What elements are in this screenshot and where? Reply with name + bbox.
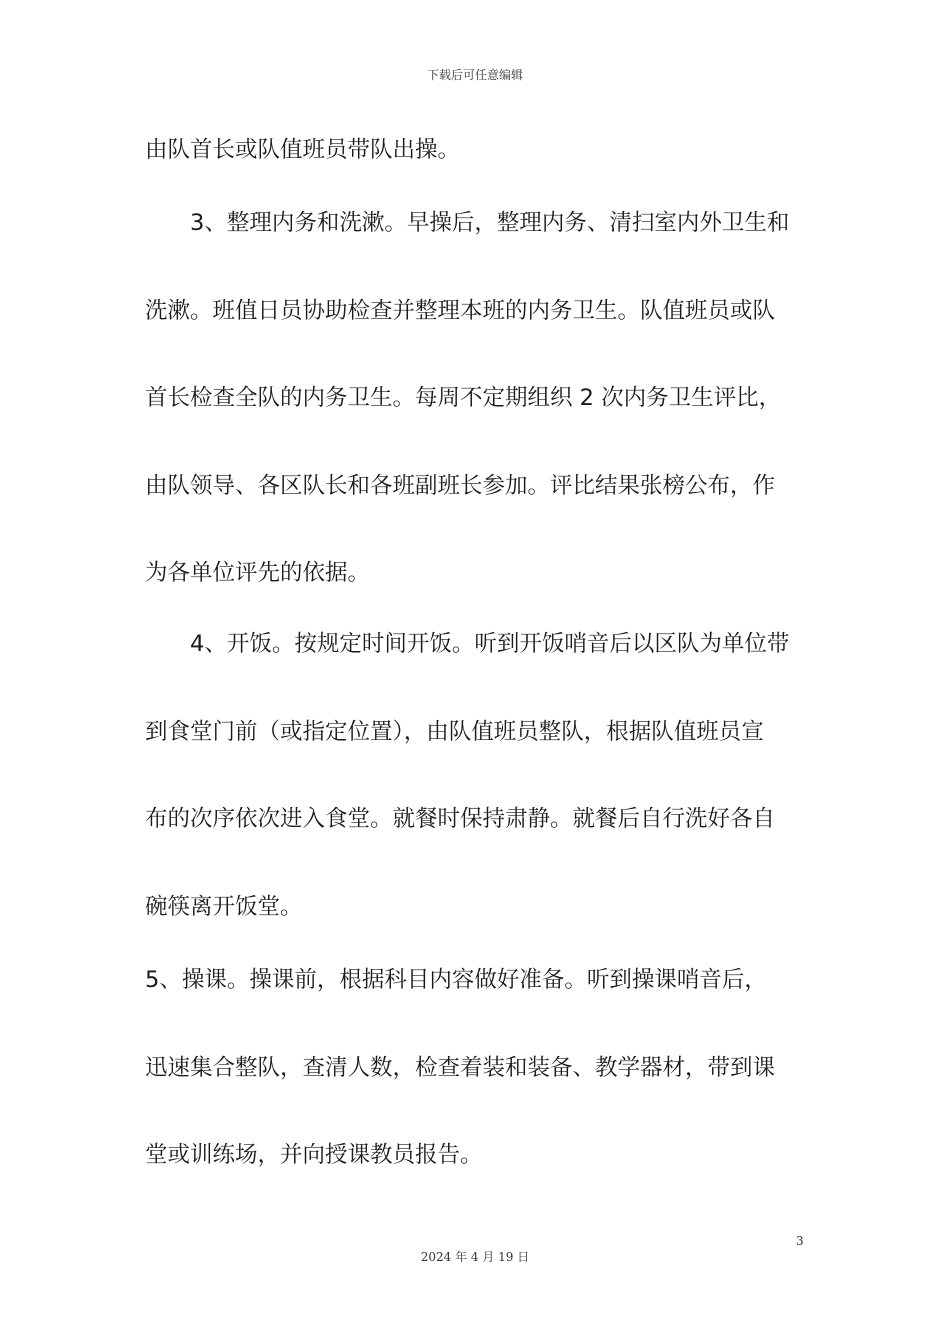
body-line-2: 3、整理内务和洗漱。早操后，整理内务、清扫室内外卫生和 [145,210,790,236]
body-line-12: 迅速集合整队，查清人数，检查着装和装备、教学器材，带到课 [145,1055,776,1081]
footer-date: 2024 年 4 月 19 日 [420,1250,530,1264]
page-number: 3 [796,1234,804,1248]
body-line-9: 布的次序依次进入食堂。就餐时保持肃静。就餐后自行洗好各自 [145,806,776,832]
body-line-8: 到食堂门前（或指定位置），由队值班员整队，根据队值班员宣 [145,719,764,745]
body-line-3: 洗漱。班值日员协助检查并整理本班的内务卫生。队值班员或队 [145,298,776,324]
body-line-1: 由队首长或队值班员带队出操。 [145,137,461,163]
page-header: 下载后可任意编辑 [426,68,523,82]
body-line-7: 4、开饭。按规定时间开饭。听到开饭哨音后以区队为单位带 [145,631,790,657]
body-line-13: 堂或训练场，并向授课教员报告。 [145,1142,483,1168]
body-line-4: 首长检查全队的内务卫生。每周不定期组织 2 次内务卫生评比， [145,385,782,411]
body-line-6: 为各单位评先的依据。 [145,560,371,586]
body-line-11: 5、操课。操课前，根据科目内容做好准备。听到操课哨音后， [145,967,767,993]
body-line-10: 碗筷离开饭堂。 [145,894,303,920]
body-line-5: 由队领导、各区队长和各班副班长参加。评比结果张榜公布，作 [145,473,776,499]
